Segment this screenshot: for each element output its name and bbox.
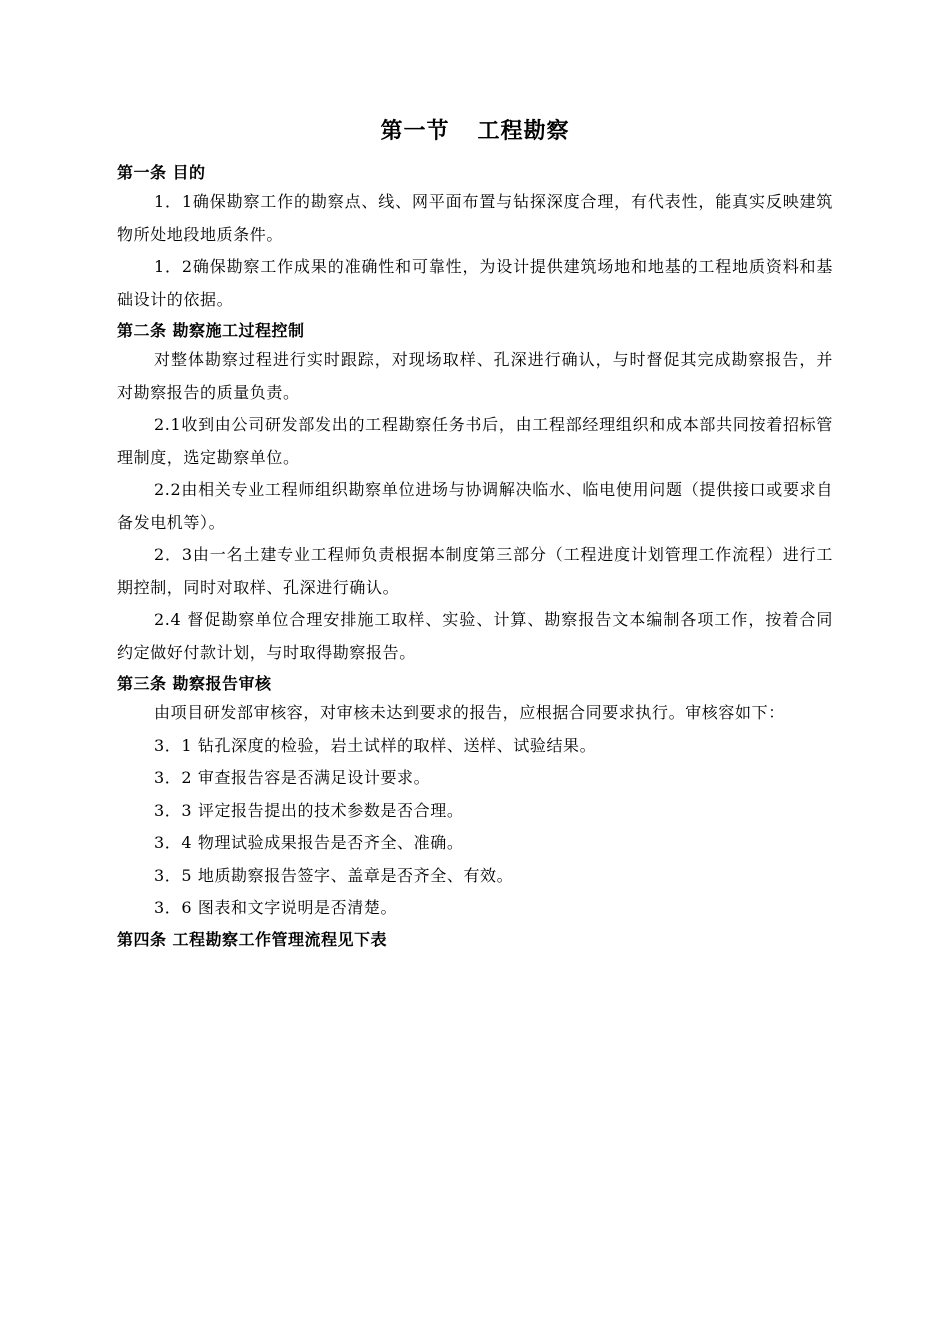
list-item: 3．3 评定报告提出的技术参数是否合理。 xyxy=(154,800,464,820)
paragraph: 对整体勘察过程进行实时跟踪，对现场取样、孔深进行确认，与时督促其完成勘察报告，并对勘察报告的质量负责。 xyxy=(117,350,833,402)
title-section-number: 第一节 xyxy=(380,119,450,144)
section-number: 第四条 xyxy=(117,929,167,949)
section-title: 勘察施工过程控制 xyxy=(172,321,305,340)
section-title: 工程勘察工作管理流程见下表 xyxy=(172,929,388,949)
paragraph: 2.2由相关专业工程师组织勘察单位进场与协调解决临水、临电使用问题（提供接口或要求自备发电机等）。 xyxy=(117,480,833,532)
title-section-name: 工程勘察 xyxy=(477,119,570,144)
paragraph: 2.4 督促勘察单位合理安排施工取样、实验、计算、勘察报告文本编制各项工作，按着合同约定做好付款计划，与时取得勘察报告。 xyxy=(117,610,833,662)
section-heading-2 xyxy=(117,316,833,344)
section-title: 勘察报告审核 xyxy=(172,674,272,693)
paragraph: 2.1收到由公司研发部发出的工程勘察任务书后，由工程部经理组织和成本部共同按着招标管理制度，选定勘察单位。 xyxy=(117,415,833,467)
document-page xyxy=(117,114,833,953)
section-heading-3 xyxy=(117,669,833,697)
section-number: 第一条 xyxy=(117,163,167,182)
list-item: 3．5 地质勘察报告签字、盖章是否齐全、有效。 xyxy=(154,865,514,885)
document-title xyxy=(117,114,833,150)
section-heading-4 xyxy=(117,925,833,953)
list-item: 3．6 图表和文字说明是否清楚。 xyxy=(154,898,398,917)
paragraph: 1．1确保勘察工作的勘察点、线、网平面布置与钻探深度合理，有代表性，能真实反映建筑物所处地段地质条件。 xyxy=(117,192,833,244)
section-number: 第三条 xyxy=(117,674,167,693)
section-title: 目的 xyxy=(172,163,206,182)
list-item: 3．4 物理试验成果报告是否齐全、准确。 xyxy=(154,833,464,852)
section-heading-1 xyxy=(117,158,833,186)
paragraph: 2．3由一名土建专业工程师负责根据本制度第三部分（工程进度计划管理工作流程）进行工期控制，同时对取样、孔深进行确认。 xyxy=(117,545,833,597)
section-number: 第二条 xyxy=(117,321,167,340)
paragraph: 1．2确保勘察工作成果的准确性和可靠性，为设计提供建筑场地和地基的工程地质资料和基础设计的依据。 xyxy=(117,257,833,309)
list-item: 3．1 钻孔深度的检验，岩土试样的取样、送样、试验结果。 xyxy=(154,735,597,755)
paragraph: 由项目研发部审核容，对审核未达到要求的报告，应根据合同要求执行。审核容如下： xyxy=(154,703,785,722)
list-item: 3．2 审查报告容是否满足设计要求。 xyxy=(154,768,431,787)
